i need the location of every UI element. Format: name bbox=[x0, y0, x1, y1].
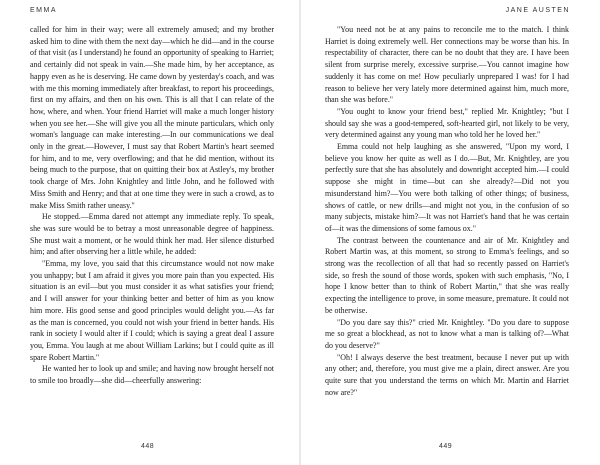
paragraph: "Emma, my love, you said that this circumstance would not now make you unhappy; but I am afraid it gives you more pain than you expected. His situation is an evil—but you must consider it as what satisfies your friend; and I will answer for your thinking better and better of him as you know him more. His good sense and good principles would delight you.—As far as the man is concerned, you could not wish your friend in better hands. His rank in society I would alter if I could; which is saying a great deal I assure you, Emma. You laugh at me about William Larkins; but I could quite as ill spare Robert Martin." bbox=[30, 259, 274, 362]
body-text bbox=[30, 24, 274, 387]
paragraph: called for him in their way; were all extremely amused; and my brother asked him to dine with them the next day—which he did—and in the course of that visit (as I understand) he found an opportunity of speaking to Harriet; and certainly did not speak in vain.—She made him, by her acceptance, as happy even as he is deserving. He came down by yesterday's coach, and was with me this morning immediately after breakfast, to report his proceedings, first on my affairs, and then on his own. This is all that I can relate of the how, where, and when. Your friend Harriet will make a much longer history when you see her.—She will give you all the minute particulars, which only woman's language can make interesting.—In our communications we deal only in the great.—However, I must say that Robert Martin's heart seemed for him, and to me, very overflowing; and that he did mention, without its being much to the purpose, that on quitting their box at Astley's, my brother took charge of Mrs. John Knightley and little John, and he followed with Miss Smith and Henry; and that at one time they were in such a crowd, as to make Miss Smith rather uneasy." bbox=[30, 25, 274, 210]
paragraph: "You ought to know your friend best," replied Mr. Knightley; "but I should say she was a good-tempered, soft-hearted girl, not likely to be very, very determined against any young man who told her he loved her." bbox=[325, 106, 569, 140]
paragraph: He stopped.—Emma dared not attempt any immediate reply. To speak, she was sure would be to betray a most unreasonable degree of happiness. She must wait a moment, or he would think her mad. Her silence disturbed him; and after observing her a little while, he added: bbox=[30, 212, 274, 257]
running-head: JANE AUSTEN bbox=[505, 7, 570, 14]
paragraph: "Oh! I always deserve the best treatment, because I never put up with any other; and, therefore, you must give me a plain, direct answer. Are you quite sure that you understand the terms on which Mr. Martin and Harriet now are?" bbox=[325, 352, 569, 397]
paragraph: He wanted her to look up and smile; and having now brought herself not to smile too broadly—she did—cheerfully answering: bbox=[30, 364, 274, 386]
right-page bbox=[300, 0, 600, 465]
body-text bbox=[325, 24, 569, 399]
paragraph: "You need not be at any pains to reconcile me to the match. I think Harriet is doing extremely well. Her connections may be worse than his. In respectability of character, there can be no doubt that they are. I have been silent from surprise merely, excessive surprise.—You cannot imagine how suddenly it has come on me! How peculiarly unprepared I was! for I had reason to believe her very lately more determined against him, much more, than she was before." bbox=[325, 25, 569, 105]
page-number: 449 bbox=[439, 443, 453, 450]
running-head: EMMA bbox=[30, 7, 57, 14]
paragraph: The contrast between the countenance and air of Mr. Knightley and Robert Martin was, at this moment, so strong to Emma's feelings, and so strong was the recollection of all that had so recently passed on Harriet's side, so fresh the sound of those words, spoken with such emphasis, "No, I hope I know better than to think of Robert Martin," that she was really expecting the intelligence to prove, in some measure, premature. It could not be otherwise. bbox=[325, 235, 569, 315]
page-number: 448 bbox=[141, 443, 155, 450]
paragraph: "Do you dare say this?" cried Mr. Knightley. "Do you dare to suppose me so great a blockhead, as not to know what a man is talking of?—What do you deserve?" bbox=[325, 317, 569, 350]
paragraph: Emma could not help laughing as she answered, "Upon my word, I believe you know her quite as well as I do.—But, Mr. Knightley, are you perfectly sure that she has absolutely and downright accepted him.—I could suppose she might in time—but can she already?—Did not you misunderstand him?—You were both talking of other things; of business, shows of cattle, or new drills—and might not you, in the confusion of so many subjects, mistake him?—It was not Harriet's hand that he was certain of—it was the dimensions of some famous ox." bbox=[325, 142, 569, 233]
